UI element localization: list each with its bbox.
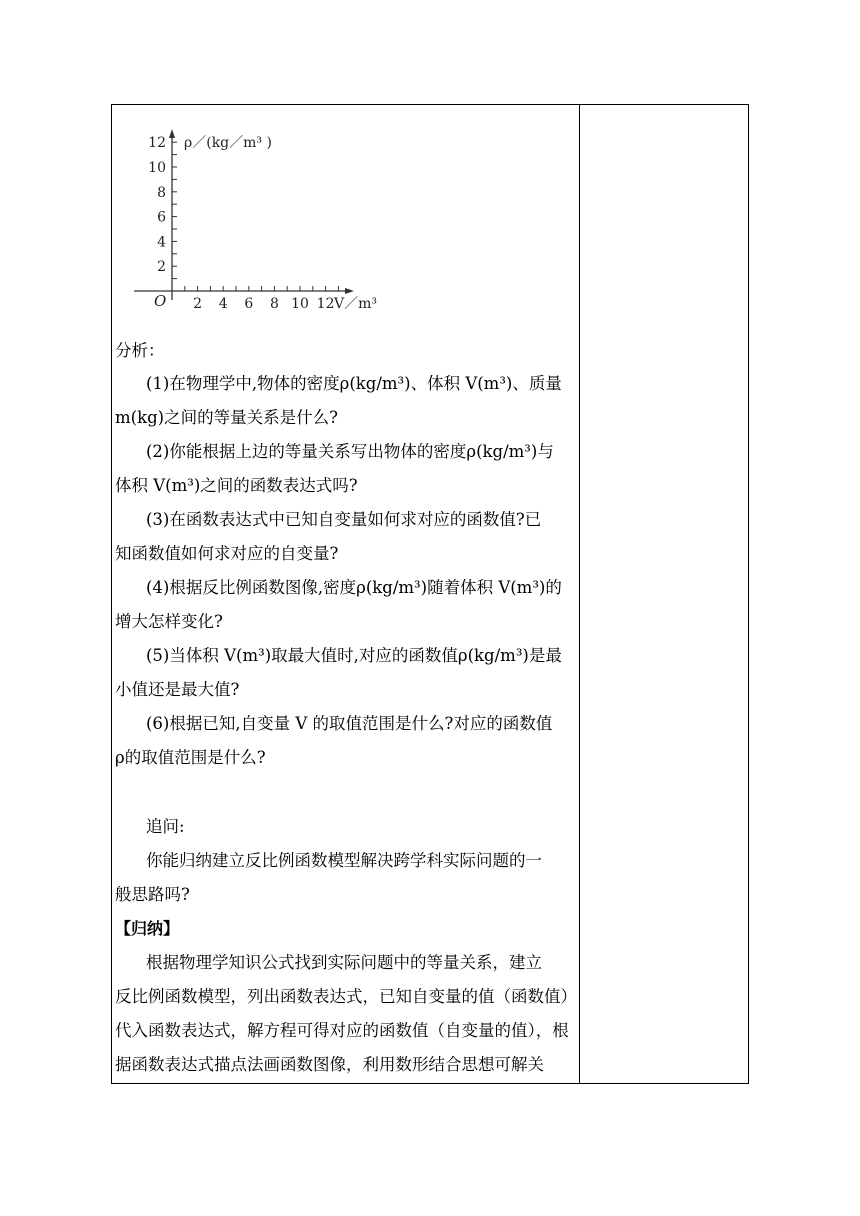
analysis-title: 分析： [115,341,165,360]
summary-line-4: 据函数表达式描点法画函数图像，利用数形结合思想可解关 [115,1055,544,1074]
summary-line-2: 反比例函数模型，列出函数表达式，已知自变量的值（函数值） [115,987,577,1006]
summary-heading: 【归纳】 [115,919,180,938]
x-tick-label: 4 [218,296,228,312]
question-2-line-2: 体积 V(m³)之间的函数表达式吗? [115,476,358,495]
right-cell [580,105,748,1083]
question-5-line-1: (5)当体积 V(m³)取最大值时,对应的函数值ρ(kg/m³)是最 [146,646,562,665]
y-tick-label: 12 [148,135,166,152]
x-axis-arrow [345,288,354,294]
followup-title: 追问: [146,817,185,836]
origin-label: O [154,292,167,310]
y-tick-label: 10 [148,160,166,176]
question-5-line-2: 小值还是最大值? [115,680,240,699]
y-ticks [148,135,177,278]
followup-line-1: 你能归纳建立反比例函数模型解决跨学科实际问题的一 [146,851,542,870]
x-tick-label: 10 [291,296,309,312]
question-1-line-2: m(kg)之间的等量关系是什么? [115,408,338,427]
x-tick-label: 2 [193,296,203,312]
summary-line-1: 根据物理学知识公式找到实际问题中的等量关系，建立 [146,953,542,972]
y-tick-label: 6 [157,209,166,226]
question-4-line-1: (4)根据反比例函数图像,密度ρ(kg/m³)随着体积 V(m³)的 [146,578,562,597]
y-axis-label: ρ／(kg／m³ ) [184,135,272,151]
x-tick-label: 6 [244,296,254,312]
left-cell [112,105,579,1083]
question-3-line-2: 知函数值如何求对应的自变量? [115,544,339,563]
x-axis-label: V／m³ [334,296,377,312]
content-table [111,104,749,1084]
question-6-line-2: ρ的取值范围是什么? [115,748,266,767]
question-4-line-2: 增大怎样变化? [115,612,223,631]
question-6-line-1: (6)根据已知,自变量 V 的取值范围是什么?对应的函数值 [146,714,553,733]
axes-graph [122,117,392,322]
y-tick-label: 2 [157,259,166,276]
question-3-line-1: (3)在函数表达式中已知自变量如何求对应的函数值?已 [146,510,542,529]
y-tick-label: 4 [157,234,166,251]
x-tick-label: 12 [316,296,335,312]
question-1-line-1: (1)在物理学中,物体的密度ρ(kg/m³)、体积 V(m³)、质量 [146,374,562,393]
question-2-line-1: (2)你能根据上边的等量关系写出物体的密度ρ(kg/m³)与 [146,442,554,461]
y-axis-arrow [169,129,175,138]
x-ticks [185,286,339,312]
coordinate-axes-figure [122,117,392,322]
x-tick-label: 8 [269,296,279,312]
summary-line-3: 代入函数表达式，解方程可得对应的函数值（自变量的值），根 [115,1021,569,1040]
followup-line-2: 般思路吗? [115,885,190,904]
y-tick-label: 8 [157,184,166,201]
